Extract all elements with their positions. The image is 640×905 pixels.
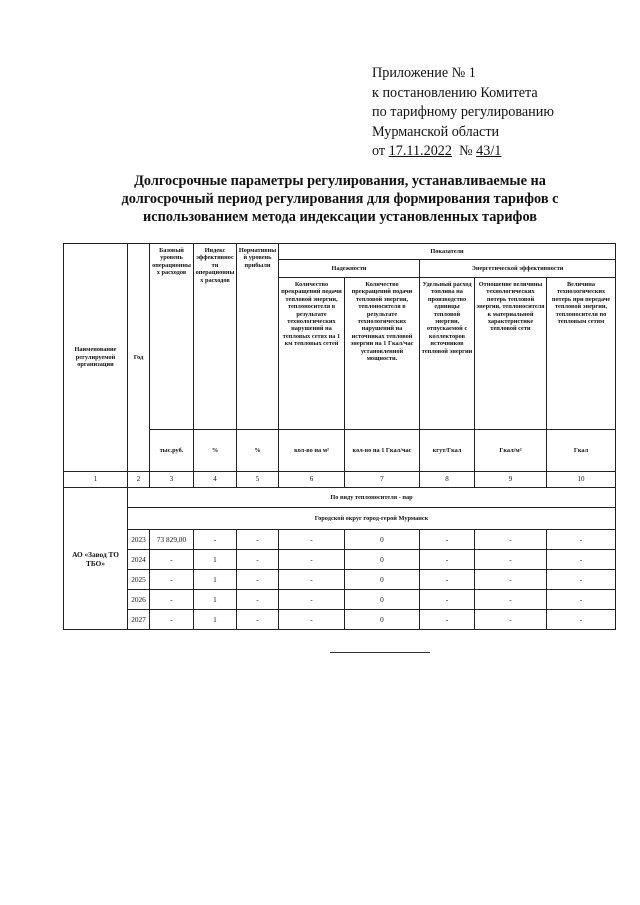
closing-divider [330, 652, 430, 653]
title-line-3: использованием метода индексации установленных тарифов [143, 209, 537, 225]
unit-col-10: Гкал [547, 430, 616, 472]
unit-col-9: Гкал/м² [475, 430, 547, 472]
section-heat-carrier: По виду теплоносителя - пар [128, 488, 616, 508]
organization-name: АО «Завод ТО ТБО» [64, 488, 128, 630]
header-reliability: Надежности [279, 260, 420, 278]
header-col-6: Количество прекращений подачи тепловой энергии, теплоносителя в результате технологических нарушений на тепловых сетях на 1 км тепловых сетей [279, 278, 345, 430]
parameters-table [63, 243, 616, 630]
unit-col-6: кол-во на м² [279, 430, 345, 472]
unit-base-costs: тыс.руб. [150, 430, 194, 472]
header-indicators: Показатели [279, 244, 616, 260]
appendix-date-line [372, 142, 612, 162]
header-organization: Наименование регулируемой организации [64, 244, 128, 472]
header-col-7: Количество прекращений подачи тепловой энергии, теплоносителя в результате технологических нарушений на источниках тепловой энергии на 1 Гкал/час установленной мощности. [345, 278, 420, 430]
column-number: 9 [475, 472, 547, 488]
unit-profit-level: % [237, 430, 279, 472]
column-number: 6 [279, 472, 345, 488]
table-row: 2026 - 1 - - 0 - - - [64, 590, 616, 610]
table-row: 2025 - 1 - - 0 - - - [64, 570, 616, 590]
date-prefix: от [372, 143, 386, 159]
appendix-block [372, 64, 612, 162]
appendix-line-2: к постановлению Комитета [372, 84, 538, 101]
unit-col-7: кол-во на 1 Гкал/час [345, 430, 420, 472]
appendix-line-1: Приложение № 1 [372, 65, 476, 81]
header-profit-level: Нормативный уровень прибыли [237, 244, 279, 430]
number-prefix: № [459, 143, 473, 159]
header-col-9: Отношение величины технологических потерь тепловой энергии, теплоносителя к материальной характеристике тепловой сети [475, 278, 547, 430]
section-region: Городской округ город-герой Мурманск [128, 508, 616, 530]
header-col-8: Удельный расход топлива на производство единицы тепловой энергии, отпускаемой с коллекторов источников тепловой энергии [420, 278, 475, 430]
header-year: Год [128, 244, 150, 472]
column-number: 3 [150, 472, 194, 488]
header-col-10: Величина технологических потерь при передаче тепловой энергии, теплоносителя по тепловым сетям [547, 278, 616, 430]
column-number: 5 [237, 472, 279, 488]
document-title [60, 172, 620, 226]
header-base-costs: Базовый уровень операционных расходов [150, 244, 194, 430]
column-number: 2 [128, 472, 150, 488]
unit-efficiency-index: % [194, 430, 237, 472]
appendix-line-3: по тарифному регулированию [372, 104, 554, 120]
resolution-number: 43/1 [476, 143, 502, 159]
title-line-2: долгосрочный период регулирования для формирования тарифов с [121, 191, 559, 207]
column-number: 4 [194, 472, 237, 488]
column-number: 7 [345, 472, 420, 488]
column-number: 8 [420, 472, 475, 488]
column-number: 10 [547, 472, 616, 488]
header-efficiency-index: Индекс эффективности операционных расходов [194, 244, 237, 430]
table-row: 2023 73 829,00 - - - 0 - - - [64, 530, 616, 550]
resolution-date: 17.11.2022 [388, 143, 452, 159]
appendix-line-4: Мурманской области [372, 123, 500, 140]
header-energy-efficiency: Энергетической эффективности [420, 260, 616, 278]
title-line-1: Долгосрочные параметры регулирования, устанавливаемые на [134, 173, 546, 189]
table-row: 2027 - 1 - - 0 - - - [64, 610, 616, 630]
unit-col-8: кгут/Гкал [420, 430, 475, 472]
column-number: 1 [64, 472, 128, 488]
table-row: 2024 - 1 - - 0 - - - [64, 550, 616, 570]
